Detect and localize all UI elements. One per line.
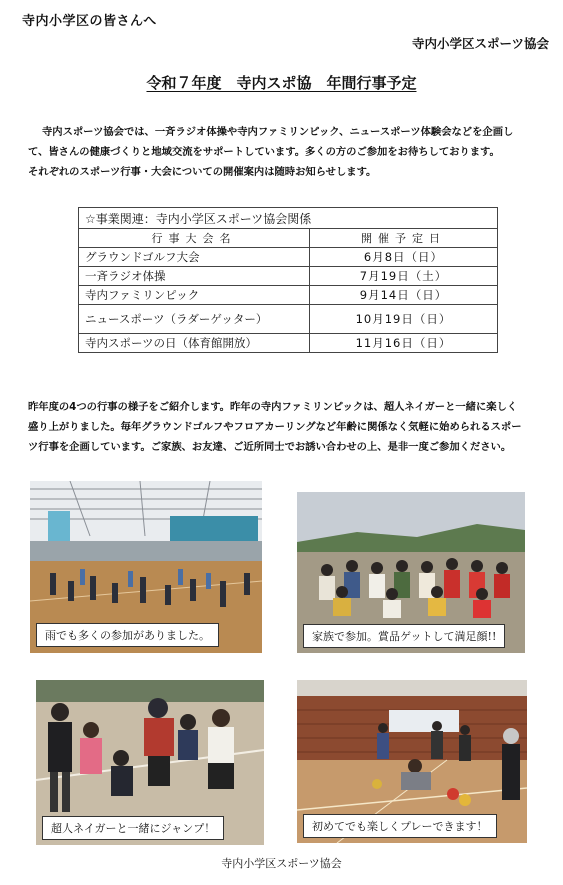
photo-gymnasium <box>30 481 262 653</box>
document-title-text: 令和７年度 寺内スポ協 年間行事予定 <box>146 74 417 92</box>
intro-line: て、皆さんの健康づくりと地域交流をサポートしています。多くの方のご参加をお待ちしております。 <box>28 146 500 158</box>
event-name: 寺内ファミリンピック <box>79 286 310 305</box>
table-row <box>79 248 498 267</box>
intro-paragraph <box>28 122 548 182</box>
intro-line: それぞれのスポーツ行事・大会についての開催案内は随時お知らせします。 <box>28 166 377 178</box>
organization-name: 寺内小学区スポーツ協会 <box>411 36 549 51</box>
photo-kids <box>36 680 264 845</box>
table-row <box>79 286 498 305</box>
event-name: 寺内スポーツの日（体育館開放） <box>79 334 310 353</box>
summary-line: ツ行事を企画しています。ご家族、お友達、ご近所同士でお誘い合わせの上、是非一度ご参加ください。 <box>28 441 512 453</box>
event-name: グラウンドゴルフ大会 <box>79 248 310 267</box>
event-date: 10月19日（日） <box>310 305 498 334</box>
photo-caption: 超人ネイガーと一緒にジャンプ！ <box>42 816 224 840</box>
document-title <box>0 72 563 93</box>
photo-caption: 家族で参加。賞品ゲットして満足顔!! <box>303 624 505 648</box>
intro-line: 寺内スポーツ協会では、一斉ラジオ体操や寺内ファミリンピック、ニュースポーツ体験会などを企画し <box>42 126 514 138</box>
event-date: 9月14日（日） <box>310 286 498 305</box>
footer-organization: 寺内小学区スポーツ協会 <box>221 857 342 870</box>
column-header-date: 開催予定日 <box>310 229 498 248</box>
table-row <box>79 334 498 353</box>
photo-caption: 初めてでも楽しくプレーできます！ <box>303 814 497 838</box>
event-date: 7月19日（土） <box>310 267 498 286</box>
photo-caption: 雨でも多くの参加がありました。 <box>36 623 219 647</box>
event-name: ニュースポーツ（ラダーゲッター） <box>79 305 310 334</box>
event-schedule-table <box>78 207 498 353</box>
event-name: 一斉ラジオ体操 <box>79 267 310 286</box>
greeting-heading: 寺内小学区の皆さんへ <box>22 14 157 29</box>
event-date: 6月8日（日） <box>310 248 498 267</box>
table-caption: ☆事業関連：寺内小学区スポーツ協会関係 <box>79 208 498 229</box>
summary-line: 盛り上がりました。毎年グラウンドゴルフやフロアカーリングなど年齢に関係なく気軽に始められるスポー <box>28 421 522 433</box>
event-date: 11月16日（日） <box>310 334 498 353</box>
photo-curling <box>297 680 527 843</box>
table-row <box>79 305 498 334</box>
summary-line: 昨年度の4つの行事の様子をご紹介します。昨年の寺内ファミリンピックは、超人ネイガーと一緒に楽しく <box>28 401 518 413</box>
photo-group <box>297 492 525 653</box>
column-header-event: 行事大会名 <box>79 229 310 248</box>
table-row <box>79 267 498 286</box>
summary-paragraph <box>28 397 548 457</box>
